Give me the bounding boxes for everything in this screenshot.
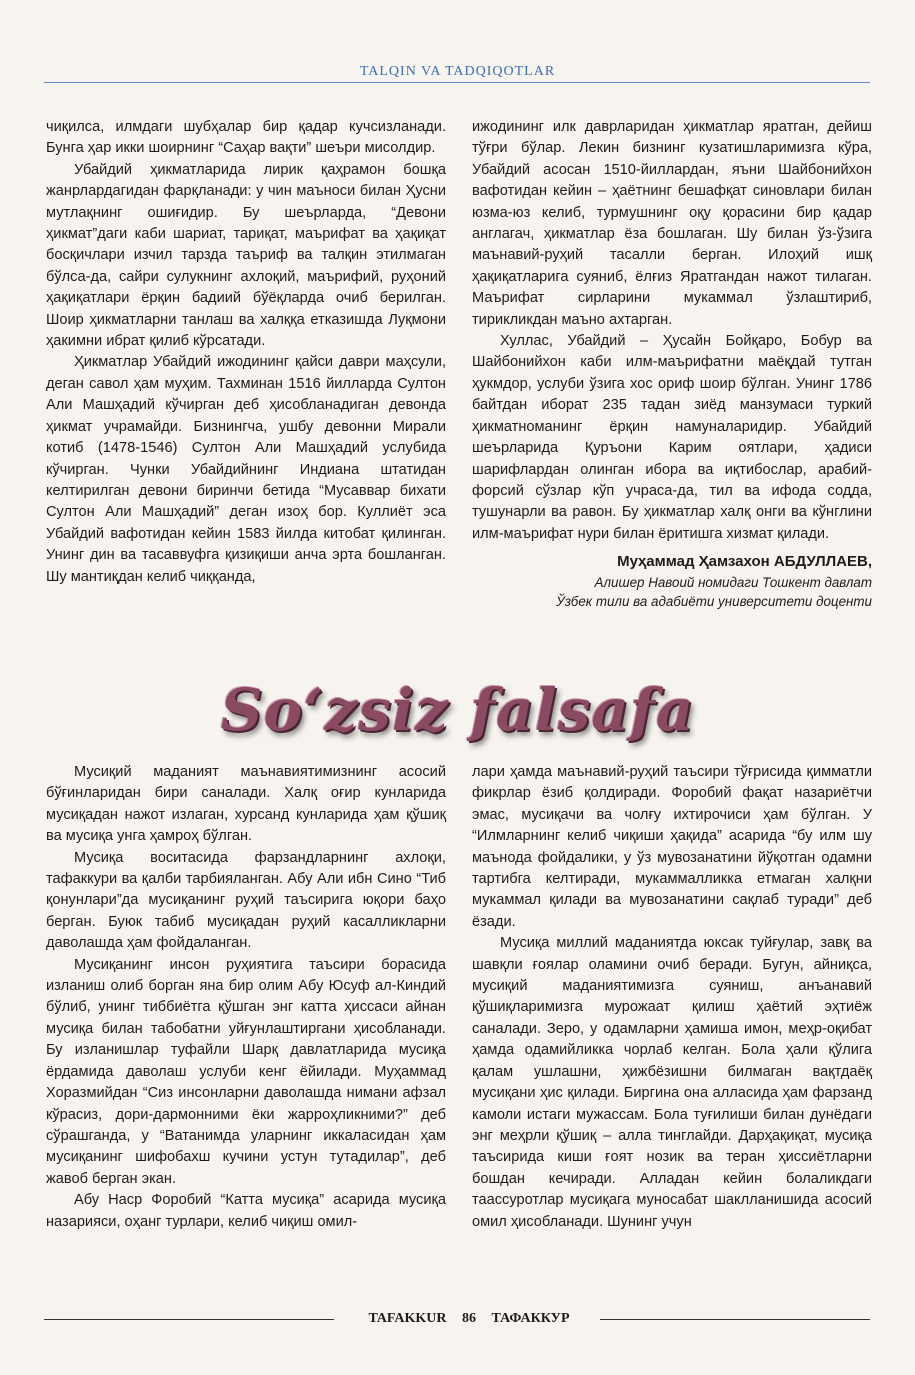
paragraph: Мусиқий маданият маънавиятимизнинг асосий бўғинларидан бири саналади. Халқ оғир кунларида мусиқадан нажот излаган, хурсанд кунларида ҳам қўшиқ ва мусиқа унга ҳамроҳ бўлган. (46, 764, 446, 845)
article2-column-right (472, 762, 872, 1233)
author-affiliation: Алишер Навоий номидаги Тошкент давлат (594, 575, 872, 591)
paragraph: Ҳикматлар Убайдий ижодининг қайси даври маҳсули, деган савол ҳам муҳим. Тахминан 1516 йилларда Султон Али Машҳадий кўчирган деб ҳисобланадиган девонда ҳикмат учрамайди. Бизнингча, ушбу девонни Мирали котиб (1478-1546) Султон Али Машҳадий услубида кўчирган. Чунки Убайдийнинг Индиана штатидан келтирилган девони биринчи бетида “Мусаввар бихати Султон Али Машҳадий” деган изоҳ бор. Куллиёт эса Убайдий вафотидан кейин 1583 йилда китобат қилинган. Унинг дин ва тасаввуфга қизиқиши анча эрта бошланган. Шу мантиқдан келиб чиққанда, (46, 354, 446, 585)
article2-column-left (46, 762, 446, 1233)
section-header: TALQIN VA TADQIQOTLAR (359, 64, 556, 79)
header-rule (44, 82, 870, 83)
paragraph: чиқилса, илмдаги шубҳалар бир қадар кучсизланади. Бунга ҳар икки шоирнинг “Саҳар вақти” шеъри мисолдир. (46, 119, 446, 157)
paragraph: Мусиқанинг инсон руҳиятига таъсири борасида изланиш олиб борган яна бир олим Абу Юсуф ал-Киндий бўлиб, унинг тиббиётга қўшган энг катта ҳиссаси айнан мусиқа билан табобатни уйғунлаштиргани ҳисобланади. Бу изланишлар туфайли Шарқ давлатларида мусиқа ёрдамида даволаш услуби кенг ёйилади. Муҳаммад Хоразмийдан “Сиз инсонларни даволашда нимани афзал кўрасиз, дори-дармонними ёки жарроҳликними?” деб сўрашганда, у “Ватанимда уларнинг иккаласидан ҳам мусиқанинг шифобахш кучини устун тутадилар”, деб жавоб берган экан. (46, 956, 446, 1187)
paragraph: Мусиқа миллий маданиятда юксак туйғулар, завқ ва шавқли ғоялар оламини очиб беради. Бугун, айниқса, мусиқий маданиятимизга суяниш, анъанавий қўшиқларимизга мурожаат қилиш ҳаётий эҳтиёж саналади. Зеро, у одамларни ҳамиша имон, меҳр-оқибат ҳамда одамийликка чорлаб келган. Бола ҳали қўлига қалам ушлашни, ҳижбёзишни билмаган вақтдаёқ мусиқани ҳис қилади. Биргина она алласида ҳам фарзанд камоли истаги мужассам. Бола туғилиши билан дунёдаги энг меҳрли қўшиқ – алла тинглайди. Дарҳақиқат, мусиқа таъсирида киши ғоят нозик ва теран ҳиссиётларни бошдан кечиради. Алладан кейин болаликдаги таассуротлар мусиқага муносабат шаклланишида асосий омил ҳисобланади. Шунинг учун (472, 935, 872, 1230)
paragraph: Убайдий ҳикматларида лирик қаҳрамон бошқа жанрлардагидан фарқланади: у чин маъноси билан Ҳусни мутлақнинг ошиғидир. Бу шеърларда, “Девони ҳикмат”даги каби шариат, тариқат, маърифат ва ҳақиқат босқичлари изчил тарзда таъриф ва талқин этилмаган бўлса-да, сайри сулукнинг ахлоқий, маърифий, руҳоний ҳақиқатлари ёрқин бадиий бўёқларда очиб берилган. Шоир ҳикматларни танлаш ва халққа етказишда Луқмони ҳакимни ибрат қилиб кўрсатади. (46, 161, 446, 350)
article1-column-right (472, 117, 872, 611)
page-number: 86 (462, 1311, 477, 1326)
paragraph: ижодининг илк даврларидан ҳикматлар яратган, дейиш тўғри бўлар. Лекин бизнинг кузатишларимизга кўра, Убайдий асосан 1510-йиллардан, яъни Шайбонийхон вафотидан кейин – ҳаётнинг бешафқат синовлари билан юзма-юз келиб, турмушнинг оқу қорасини бир қадар англагач, ҳикматлар ёза бошлаган. Шу билан ўз-ўзига маънавий-руҳий тасалли берган. Илоҳий ишқ ҳақиқатларига суяниб, ёлғиз Яратгандан нажот тилаган. Маърифат сирларини мукаммал ўзлаштириб, тирикликдан маъно ахтарган. (472, 119, 872, 328)
article-title: So‘zsiz falsafa (220, 676, 695, 744)
page-footer (44, 1308, 870, 1332)
footer-magazine-cyrillic: ТАФАККУР (491, 1311, 570, 1326)
author-block (472, 551, 872, 611)
paragraph: Абу Наср Форобий “Катта мусиқа” асарида мусиқа назарияси, оҳанг турлари, келиб чиқиш омил- (46, 1192, 446, 1230)
author-affiliation: Ўзбек тили ва адабиёти университети доценти (556, 594, 872, 610)
article1-column-left (46, 117, 446, 588)
paragraph: Хуллас, Убайдий – Ҳусайн Бойқаро, Бобур ва Шайбонийхон каби илм-маърифатни маёқдай тутган ҳукмдор, услуби ўзига хос ориф шоир бўлган. Унинг 1786 байтдан иборат 235 тадан зиёд манзумаси туркий ҳикматноманинг ёрқин намуналаридир. Убайдий шеърларида Қуръони Карим оятлари, ҳадиси шарифлардан олинган ибора ва иқтибослар, арабий-форсий сўзлар кўп учраса-да, тил ва ифода содда, тушунарли ва равон. Бу ҳикматлар халқ онги ва кўнглини илм-маърифат нури билан ёритишга хизмат қилади. (472, 333, 872, 542)
article-title-banner (0, 670, 915, 750)
footer-rule (600, 1319, 870, 1320)
paragraph: Мусиқа воситасида фарзандларнинг ахлоқи, тафаккури ва қалби тарбияланган. Абу Али ибн Сино “Тиб қонунлари”да мусиқанинг руҳий таъсирига юқори баҳо берган. Буюк табиб мусиқадан руҳий касалликларни даволашда ҳам фойдаланган. (46, 849, 446, 952)
footer-text (344, 1308, 594, 1330)
paragraph: лари ҳамда маънавий-руҳий таъсири тўғрисида қимматли фикрлар ёзиб қолдиради. Форобий фақат назариётчи эмас, мусиқачи ва чолғу ихтирочиси ҳам бўлган. У “Илмларнинг келиб чиқиши ҳақида” асарида “бу илм шу маънода фойдалики, у ўз мувозанатини йўқотган одамни тартибга келтиради, мукаммалликка етмаган халқни мукаммал қилади ва мувозанатини сақлаб туради” деб ёзади. (472, 764, 872, 930)
author-name: Муҳаммад Ҳамзахон АБДУЛЛАЕВ, (617, 553, 872, 571)
footer-magazine-latin: TAFAKKUR (368, 1311, 447, 1326)
footer-rule (44, 1319, 334, 1320)
